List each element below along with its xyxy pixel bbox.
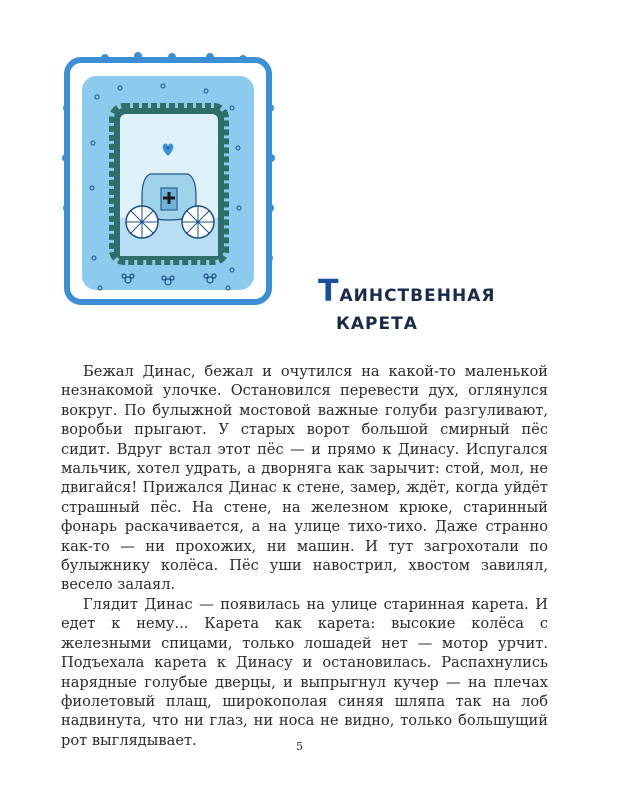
title-initial: Т xyxy=(318,274,340,309)
title-line-1 xyxy=(318,274,496,309)
title-line-2: карета xyxy=(336,307,418,335)
paragraph: Бежал Динас, бежал и очутился на какой-то маленькой незнакомой улочке. Остановился перевести дух, оглянулся вокруг. По булыжной мостовой важные голуби разгуливают, воробьи прыгают. У старых ворот большой смирный пёс сидит. Вдруг встал этот пёс — и прямо к Динасу. Испугался мальчик, хотел удрать, а дворняга как зарычит: стой, мол, не двигайся! Прижался Динас к стене, замер, ждёт, когда уйдёт страшный пёс. На стене, на железном крюке, старинный фонарь раскачивается, а на улице тихо-тихо. Даже странно как-то — ни прохожих, ни машин. И тут загрохотали по булыжнику колёса. Пёс уши навострил, хвостом завилял, весело залаял. xyxy=(61,363,548,594)
paragraph: Глядит Динас — появилась на улице старинная карета. И едет к нему... Карета как карета: высокие колёса с железными спицами, только лошадей нет — мотор урчит. Подъехала карета к Динасу и остановилась. Распахнулись нарядные голубые дверцы, и выпрыгнул кучер — на плечах фиолетовый плащ, широкополая синяя шляпа так на лоб надвинута, что ни глаз, ни носа не видно, только большущий рот выглядывает. xyxy=(61,595,548,749)
body-text xyxy=(61,362,548,750)
chapter-title xyxy=(318,274,496,335)
page-number: 5 xyxy=(296,740,303,753)
carriage-illustration xyxy=(60,48,275,306)
title-line-1-rest: аинственная xyxy=(339,279,496,307)
